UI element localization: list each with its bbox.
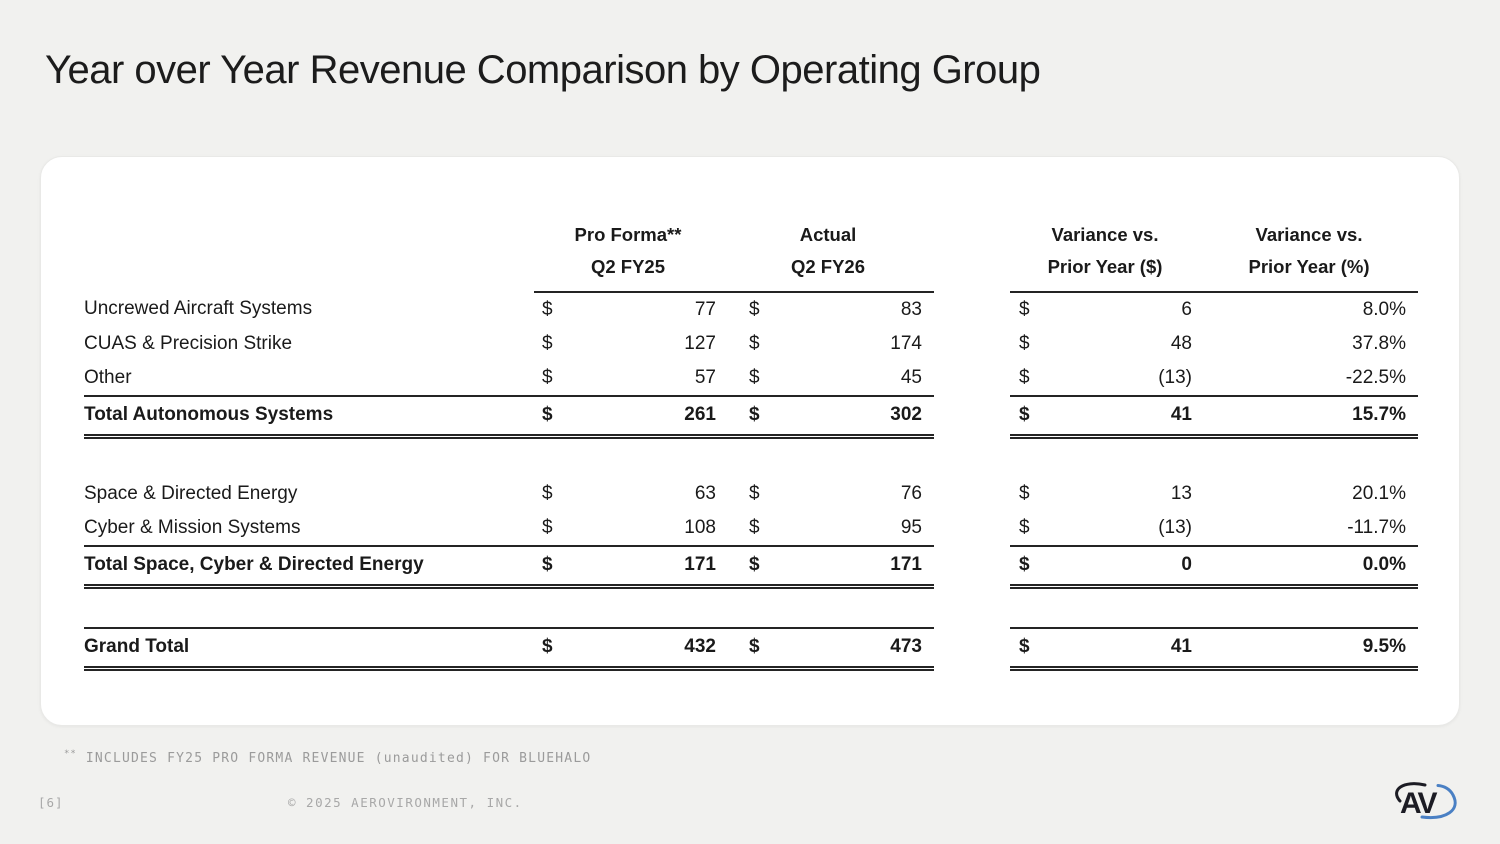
actual-value: 174 — [890, 332, 922, 354]
footnote — [64, 749, 591, 766]
col-header-variance-percent — [1200, 219, 1418, 292]
pro-forma-value: 57 — [694, 366, 716, 388]
currency-symbol: $ — [542, 516, 553, 538]
actual-value: 45 — [900, 366, 922, 388]
row-label: Other — [84, 366, 132, 388]
actual-cell — [722, 327, 934, 361]
row-label: Total Space, Cyber & Directed Energy — [84, 546, 534, 587]
column-gap — [934, 477, 1010, 511]
table-row — [84, 327, 1418, 361]
logo-letters: AV — [1400, 787, 1436, 820]
currency-symbol: $ — [749, 366, 760, 388]
actual-value: 473 — [890, 636, 922, 658]
column-gap — [934, 511, 1010, 546]
table-row — [84, 396, 1418, 437]
variance-dollar-value: 6 — [1181, 298, 1192, 320]
variance-percent-value: 15.7% — [1200, 396, 1418, 437]
col-header-line1: Variance vs. — [1051, 224, 1159, 245]
actual-cell — [722, 396, 934, 437]
col-header-line1: Pro Forma** — [574, 224, 682, 245]
variance-percent-value: 0.0% — [1200, 546, 1418, 587]
table-header-row — [84, 219, 1418, 292]
row-label: Total Autonomous Systems — [84, 396, 534, 437]
page-title: Year over Year Revenue Comparison by Operating Group — [45, 48, 1041, 92]
currency-symbol: $ — [542, 554, 553, 576]
pro-forma-cell — [534, 477, 722, 511]
aerovironment-logo — [1388, 778, 1462, 824]
currency-symbol: $ — [749, 554, 760, 576]
currency-symbol: $ — [1019, 366, 1030, 388]
spacer-row — [84, 586, 1418, 628]
column-gap — [934, 546, 1010, 587]
currency-symbol: $ — [749, 482, 760, 504]
variance-dollar-cell — [1010, 477, 1200, 511]
variance-dollar-cell — [1010, 292, 1200, 327]
currency-symbol: $ — [542, 636, 553, 658]
col-header-pro-forma — [534, 219, 722, 292]
revenue-table — [84, 219, 1418, 671]
actual-cell — [722, 628, 934, 669]
pro-forma-cell — [534, 292, 722, 327]
variance-dollar-value: 41 — [1170, 404, 1192, 426]
col-header-line2: Q2 FY26 — [790, 256, 866, 278]
currency-symbol: $ — [749, 298, 760, 320]
row-label: Uncrewed Aircraft Systems — [84, 298, 313, 320]
actual-cell — [722, 361, 934, 396]
currency-symbol: $ — [749, 516, 760, 538]
variance-dollar-cell — [1010, 546, 1200, 587]
page-number: [6] — [38, 795, 64, 810]
currency-symbol: $ — [1019, 516, 1030, 538]
footnote-marker: ** — [64, 749, 77, 759]
actual-value: 95 — [900, 516, 922, 538]
table-row — [84, 477, 1418, 511]
pro-forma-cell — [534, 511, 722, 546]
variance-dollar-cell — [1010, 327, 1200, 361]
actual-value: 171 — [890, 554, 922, 576]
actual-value: 302 — [890, 404, 922, 426]
pro-forma-value: 77 — [694, 298, 716, 320]
currency-symbol: $ — [542, 404, 553, 426]
actual-cell — [722, 292, 934, 327]
pro-forma-value: 432 — [684, 636, 716, 658]
pro-forma-value: 127 — [684, 332, 716, 354]
currency-symbol: $ — [1019, 482, 1030, 504]
pro-forma-cell — [534, 546, 722, 587]
variance-percent-value: -11.7% — [1347, 516, 1406, 538]
variance-dollar-value: 48 — [1170, 332, 1192, 354]
currency-symbol: $ — [542, 332, 553, 354]
table-row — [84, 361, 1418, 396]
variance-dollar-cell — [1010, 628, 1200, 669]
table-row — [84, 292, 1418, 327]
variance-dollar-value: 0 — [1181, 554, 1192, 576]
variance-dollar-cell — [1010, 361, 1200, 396]
currency-symbol: $ — [1019, 332, 1030, 354]
pro-forma-cell — [534, 361, 722, 396]
currency-symbol: $ — [542, 482, 553, 504]
variance-dollar-value: 13 — [1170, 482, 1192, 504]
col-header-actual — [722, 219, 934, 292]
column-gap — [934, 628, 1010, 669]
column-gap — [934, 219, 1010, 292]
currency-symbol: $ — [749, 636, 760, 658]
pro-forma-value: 108 — [684, 516, 716, 538]
pro-forma-value: 261 — [684, 404, 716, 426]
pro-forma-cell — [534, 396, 722, 437]
table-row — [84, 511, 1418, 546]
row-label-header — [84, 219, 534, 292]
col-header-line2: Q2 FY25 — [590, 256, 666, 278]
col-header-line2: Prior Year (%) — [1248, 256, 1370, 278]
currency-symbol: $ — [749, 332, 760, 354]
col-header-line2: Prior Year ($) — [1047, 256, 1163, 278]
table-row — [84, 546, 1418, 587]
row-label: CUAS & Precision Strike — [84, 332, 293, 354]
variance-percent-value: 8.0% — [1362, 298, 1406, 320]
row-label: Grand Total — [84, 628, 534, 669]
actual-value: 83 — [900, 298, 922, 320]
column-gap — [934, 292, 1010, 327]
currency-symbol: $ — [1019, 554, 1030, 576]
currency-symbol: $ — [1019, 298, 1030, 320]
pro-forma-value: 63 — [694, 482, 716, 504]
actual-cell — [722, 477, 934, 511]
variance-dollar-cell — [1010, 396, 1200, 437]
variance-percent-value: -22.5% — [1345, 366, 1406, 388]
revenue-table-card — [40, 156, 1460, 726]
pro-forma-value: 171 — [684, 554, 716, 576]
variance-percent-value: 37.8% — [1352, 332, 1406, 354]
pro-forma-cell — [534, 628, 722, 669]
variance-dollar-cell — [1010, 511, 1200, 546]
col-header-variance-dollar — [1010, 219, 1200, 292]
copyright: © 2025 AEROVIRONMENT, INC. — [288, 795, 523, 810]
footnote-text: INCLUDES FY25 PRO FORMA REVENUE (unaudited) FOR BLUEHALO — [85, 751, 592, 766]
col-header-line1: Actual — [799, 224, 857, 245]
actual-cell — [722, 511, 934, 546]
col-header-line1: Variance vs. — [1255, 224, 1363, 245]
spacer-row — [84, 436, 1418, 477]
currency-symbol: $ — [1019, 404, 1030, 426]
column-gap — [934, 327, 1010, 361]
column-gap — [934, 396, 1010, 437]
variance-dollar-value: 41 — [1170, 636, 1192, 658]
variance-dollar-value: (13) — [1158, 366, 1192, 388]
actual-cell — [722, 546, 934, 587]
pro-forma-cell — [534, 327, 722, 361]
variance-percent-value: 20.1% — [1352, 482, 1406, 504]
row-label: Space & Directed Energy — [84, 482, 298, 504]
variance-percent-value: 9.5% — [1200, 628, 1418, 669]
actual-value: 76 — [900, 482, 922, 504]
variance-dollar-value: (13) — [1158, 516, 1192, 538]
currency-symbol: $ — [1019, 636, 1030, 658]
row-label: Cyber & Mission Systems — [84, 516, 301, 538]
column-gap — [934, 361, 1010, 396]
currency-symbol: $ — [542, 366, 553, 388]
currency-symbol: $ — [749, 404, 760, 426]
av-logo-graphic — [1388, 778, 1462, 824]
currency-symbol: $ — [542, 298, 553, 320]
table-row — [84, 628, 1418, 669]
